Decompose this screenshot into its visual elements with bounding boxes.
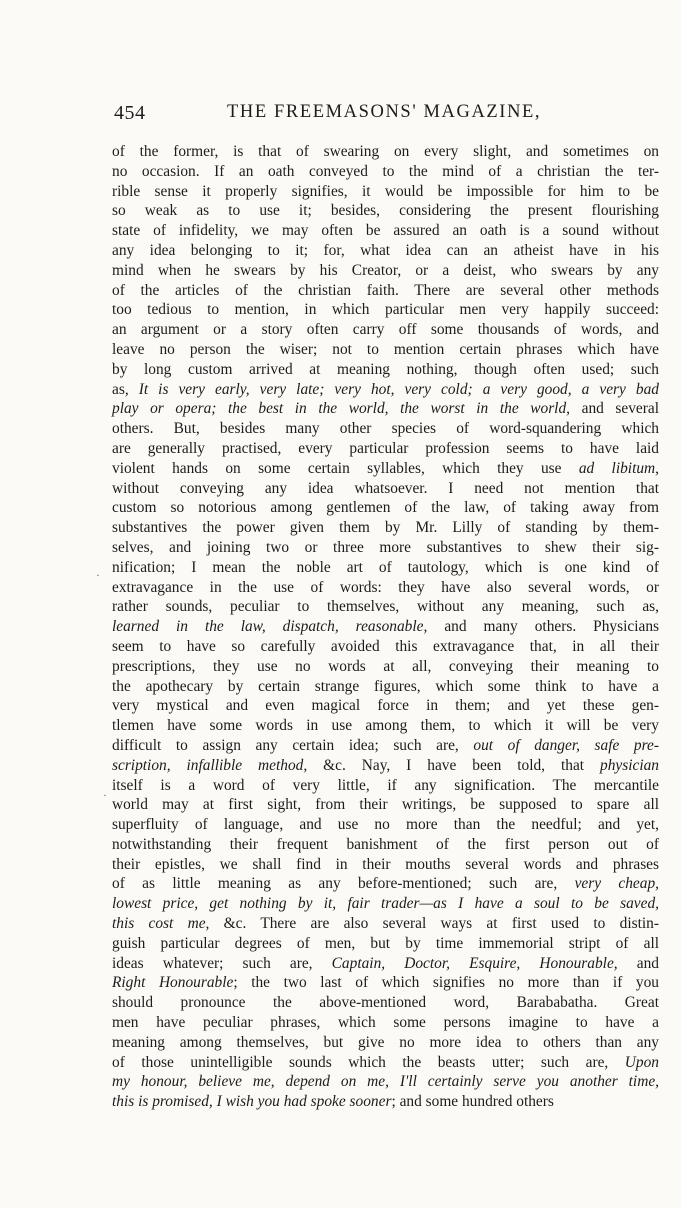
text-line xyxy=(112,716,659,736)
text-line xyxy=(112,736,659,756)
text-line xyxy=(112,399,659,419)
body-text xyxy=(112,142,659,1112)
text-line xyxy=(112,677,659,697)
text-line xyxy=(112,776,659,796)
text-run: seem to have so carefully avoided this extravagance that, in all their xyxy=(112,637,659,655)
text-line xyxy=(112,993,659,1013)
italic-phrase: physician xyxy=(600,756,659,774)
italic-phrase: It is very early, very late; very hot, very cold; a very good, a very bad xyxy=(138,380,659,398)
text-line xyxy=(112,241,659,261)
italic-phrase: learned in the law, dispatch, reasonable, xyxy=(112,618,428,636)
italic-phrase: Right Honourable xyxy=(112,974,234,992)
page-header xyxy=(112,100,662,130)
text-line xyxy=(112,637,659,657)
text-run: selves, and joining two or three more substantives to shew their sig- xyxy=(112,538,659,556)
text-run: ; and some hundred others xyxy=(391,1093,554,1111)
text-run: violent hands on some certain syllables, which they use xyxy=(112,459,579,477)
text-line xyxy=(112,518,659,538)
text-run: world may at first sight, from their writings, be supposed to spare all xyxy=(112,796,659,814)
text-run: others. But, besides many other species of word-squandering which xyxy=(112,420,659,438)
italic-phrase: this cost me, xyxy=(112,915,210,933)
text-line xyxy=(112,281,659,301)
text-line xyxy=(112,597,659,617)
text-run: so weak as to use it; besides, considering the present flourishing xyxy=(112,202,659,220)
text-run: nification; I mean the noble art of tautology, which is one kind of xyxy=(112,558,659,576)
text-run: by long custom arrived at meaning nothing, though often used; such xyxy=(112,360,659,378)
text-line xyxy=(112,835,659,855)
italic-phrase: Captain, Doctor, Esquire, Honourable, xyxy=(331,954,618,972)
text-line xyxy=(112,142,659,162)
text-run: substantives the power given them by Mr. Lilly of standing by them- xyxy=(112,519,659,537)
text-line xyxy=(112,1072,659,1092)
text-run: difficult to assign any certain idea; such are, xyxy=(112,736,474,754)
text-run: of as little meaning as any before-mentioned; such are, xyxy=(112,875,575,893)
text-run: itself is a word of very little, if any signification. The mercantile xyxy=(112,776,659,794)
text-run: of the articles of the christian faith. There are several other methods xyxy=(112,281,659,299)
text-run: rible sense it properly signifies, it would be impossible for him to be xyxy=(112,182,659,200)
italic-phrase: ad libitum, xyxy=(578,459,660,477)
text-run: and many others. Physicians xyxy=(427,618,660,636)
text-run: men have peculiar phrases, which some persons imagine to have a xyxy=(112,1014,659,1032)
text-run: notwithstanding their frequent banishment of the first person out of xyxy=(112,835,659,853)
italic-phrase: very cheap, xyxy=(574,875,659,893)
text-line xyxy=(112,1053,659,1073)
text-run: as, xyxy=(112,380,139,398)
page-number: 454 xyxy=(114,102,146,124)
italic-phrase: play or opera; the best in the world, the worst in the world, xyxy=(112,400,571,418)
text-run: and xyxy=(617,954,659,972)
text-line xyxy=(112,162,659,182)
text-run: the apothecary by certain strange figures, which some think to have a xyxy=(112,677,659,695)
text-line xyxy=(112,221,659,241)
text-run: should pronounce the above-mentioned word, Barababatha. Great xyxy=(112,994,659,1012)
text-line xyxy=(112,201,659,221)
italic-phrase: out of danger, safe pre- xyxy=(473,736,660,754)
text-run: no occasion. If an oath conveyed to the mind of a christian the ter- xyxy=(112,162,659,180)
text-run: rather sounds, peculiar to themselves, without any meaning, such as, xyxy=(112,598,659,616)
text-run: very mystical and even magical force in them; and yet these gen- xyxy=(112,697,659,715)
text-run: their epistles, we shall find in their mouths several words and phrases xyxy=(112,855,659,873)
margin-speck: · xyxy=(96,568,100,582)
text-run: leave no person the wiser; not to mention certain phrases which have xyxy=(112,340,659,358)
text-line xyxy=(112,261,659,281)
text-line xyxy=(112,439,659,459)
text-run: meaning among themselves, but give no more idea to others than any xyxy=(112,1033,659,1051)
text-line xyxy=(112,578,659,598)
text-run: any idea belonging to it; for, what idea can an atheist have in his xyxy=(112,241,659,259)
text-line xyxy=(112,419,659,439)
text-line xyxy=(112,657,659,677)
text-line xyxy=(112,1092,659,1112)
text-line xyxy=(112,617,659,637)
text-line xyxy=(112,973,659,993)
text-run: &c. Nay, I have been told, that xyxy=(307,756,600,774)
text-run: superfluity of language, and use no more than the needful; and yet, xyxy=(112,816,659,834)
text-run: state of infidelity, we may often be assured an oath is a sound without xyxy=(112,222,659,240)
text-line xyxy=(112,459,659,479)
text-line xyxy=(112,874,659,894)
text-run: prescriptions, they use no words at all, conveying their meaning to xyxy=(112,657,659,675)
italic-phrase: this is promised, I wish you had spoke sooner xyxy=(112,1093,392,1111)
text-line xyxy=(112,340,659,360)
text-run: custom so notorious among gentlemen of the law, of taking away from xyxy=(112,499,659,517)
italic-phrase: Upon xyxy=(624,1053,659,1071)
text-run: and several xyxy=(570,400,659,418)
text-line xyxy=(112,696,659,716)
text-run: too tedious to mention, in which particular men very happily succeed: xyxy=(112,301,659,319)
running-title: THE FREEMASONS' MAGAZINE, xyxy=(227,102,542,122)
text-line xyxy=(112,360,659,380)
text-line xyxy=(112,934,659,954)
text-line xyxy=(112,300,659,320)
text-run: guish particular degrees of men, but by time immemorial stript of all xyxy=(112,934,659,952)
italic-phrase: scription, infallible method, xyxy=(112,756,308,774)
text-run: ideas whatever; such are, xyxy=(112,954,332,972)
text-run: of the former, is that of swearing on every slight, and sometimes on xyxy=(112,143,659,160)
text-line xyxy=(112,1013,659,1033)
italic-phrase: lowest price, get nothing by it, fair trader—as I have a soul to be saved, xyxy=(112,895,659,913)
text-line xyxy=(112,1033,659,1053)
text-run: extravagance in the use of words: they have also several words, or xyxy=(112,578,659,596)
text-line xyxy=(112,558,659,578)
italic-phrase: my honour, believe me, depend on me, I'll certainly serve you another time, xyxy=(112,1073,659,1091)
text-run: &c. There are also several ways at first used to distin- xyxy=(209,915,659,933)
text-line xyxy=(112,320,659,340)
text-line xyxy=(112,954,659,974)
text-run: ; the two last of which signifies no more than if you xyxy=(233,974,659,992)
text-line xyxy=(112,182,659,202)
text-line xyxy=(112,855,659,875)
margin-speck: · xyxy=(103,788,107,802)
text-run: tlemen have some words in use among them, to which it will be very xyxy=(112,717,659,735)
text-line xyxy=(112,795,659,815)
text-run: mind when he swears by his Creator, or a deist, who swears by any xyxy=(112,261,659,279)
text-run: are generally practised, every particular profession seems to have laid xyxy=(112,439,659,457)
text-line xyxy=(112,914,659,934)
text-line xyxy=(112,815,659,835)
text-run: an argument or a story often carry off some thousands of words, and xyxy=(112,321,659,339)
text-line xyxy=(112,380,659,400)
text-line xyxy=(112,756,659,776)
text-line xyxy=(112,498,659,518)
text-line xyxy=(112,479,659,499)
text-run: without conveying any idea whatsoever. I need not mention that xyxy=(112,479,659,497)
text-line xyxy=(112,538,659,558)
text-line xyxy=(112,894,659,914)
text-run: of those unintelligible sounds which the beasts utter; such are, xyxy=(112,1053,625,1071)
